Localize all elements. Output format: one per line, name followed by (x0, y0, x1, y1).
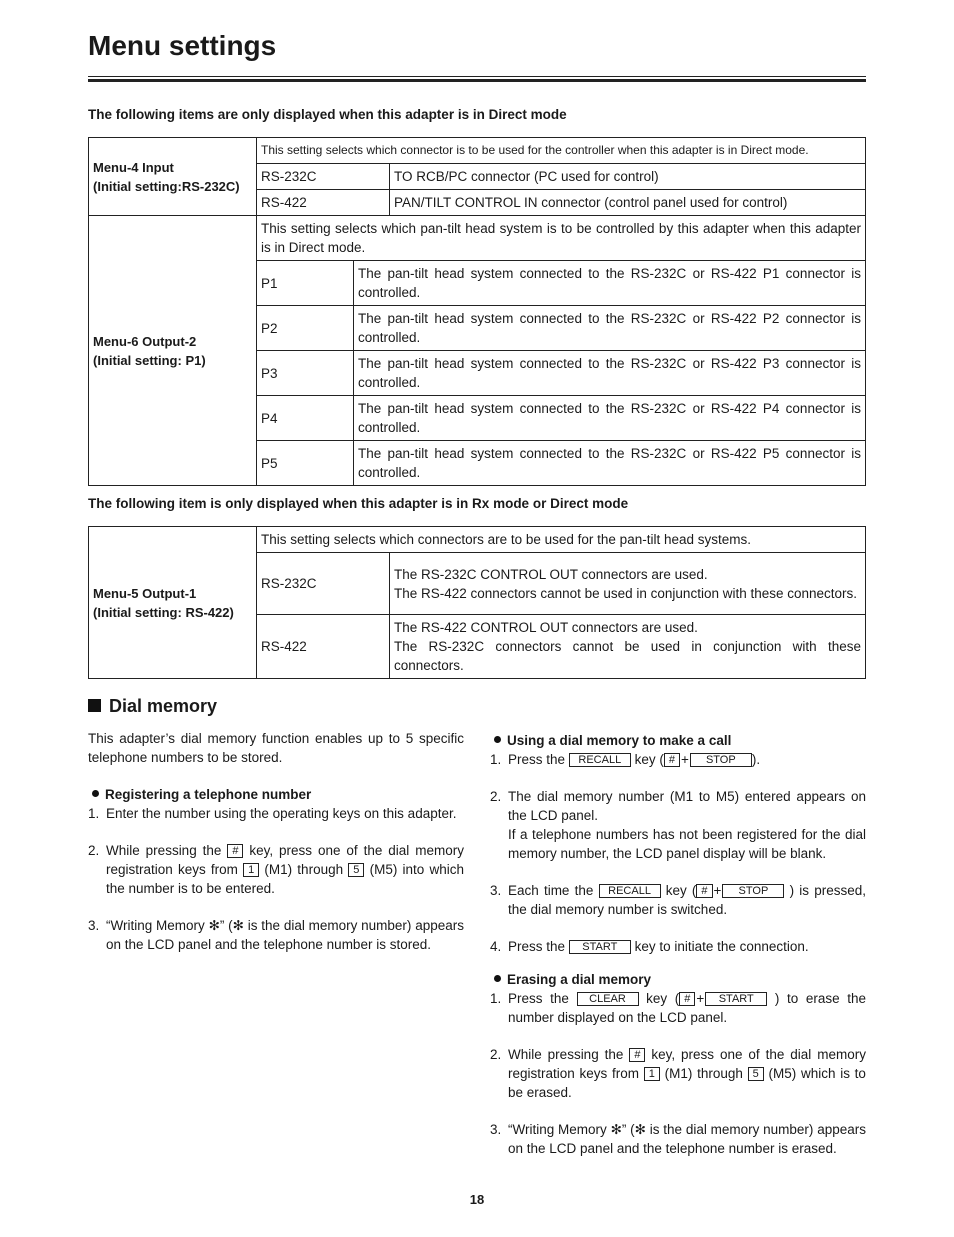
menu4-option-desc: TO RCB/PC connector (PC used for control) (390, 164, 866, 190)
hash-key: # (664, 753, 680, 767)
title-rule-thick (88, 79, 866, 82)
menu5-description: This setting selects which connectors are to be used for the pan-tilt head systems. (257, 527, 866, 553)
stop-key: STOP (722, 884, 784, 898)
list-item: 1. Press the RECALL key ( # + STOP ). (490, 752, 761, 767)
register-heading: Registering a telephone number (88, 785, 464, 804)
menu4-header: Menu-4 Input (Initial setting:RS-232C) (89, 138, 257, 216)
list-item: 1. Press the CLEAR key ( # + START ) to erase the number displayed on the LCD panel. (490, 991, 866, 1025)
start-key: START (569, 940, 631, 954)
menu6-option: P2 (257, 306, 354, 351)
menu4-option-desc: PAN/TILT CONTROL IN connector (control panel used for control) (390, 190, 866, 216)
list-item: 3. Each time the RECALL key ( # + STOP ) is pressed, the dial memory number is switched. (490, 883, 866, 917)
left-column (88, 729, 464, 954)
rx-mode-note: The following item is only displayed when this adapter is in Rx mode or Direct mode (88, 496, 629, 511)
menu5-option: RS-232C (257, 553, 390, 615)
title-rule-thin (88, 76, 866, 77)
asterisk-icon: ✻ (208, 918, 220, 933)
menu5-option: RS-422 (257, 615, 390, 679)
direct-mode-table-menu6 (88, 215, 866, 486)
erase-steps (490, 989, 866, 1158)
menu4-description: This setting selects which connector is to be used for the controller when this adapter is in Direct mode. (257, 138, 866, 164)
hash-key: # (629, 1048, 645, 1062)
menu6-option-desc: The pan-tilt head system connected to the RS-232C or RS-422 P2 connector is controlled. (354, 306, 866, 351)
asterisk-icon: ✻ (610, 1122, 622, 1137)
page-title: Menu settings (88, 30, 277, 61)
menu6-description: This setting selects which pan-tilt head system is to be controlled by this adapter when this adapter is in Direct mode. (257, 216, 866, 261)
key-5: 5 (748, 1067, 764, 1081)
recall-key: RECALL (569, 753, 631, 767)
direct-mode-note: The following items are only displayed when this adapter is in Direct mode (88, 107, 567, 122)
dial-intro: This adapter’s dial memory function enables up to 5 specific telephone numbers to be stored. (88, 731, 464, 765)
list-item: 2. While pressing the # key, press one of the dial memory registration keys from 1 (M1) through 5 (M5) which is to be erased. (490, 1047, 866, 1100)
key-1: 1 (644, 1067, 660, 1081)
square-bullet-icon (88, 699, 101, 712)
list-item: 1. Enter the number using the operating keys on this adapter. (88, 806, 457, 821)
hash-key: # (679, 992, 695, 1006)
menu5-option-desc: The RS-232C CONTROL OUT connectors are used. The RS-422 connectors cannot be used in conjunction with these connectors. (390, 553, 866, 615)
dial-memory-heading: Dial memory (88, 696, 217, 717)
menu4-option: RS-232C (257, 164, 390, 190)
key-1: 1 (243, 863, 259, 877)
recall-key: RECALL (599, 884, 661, 898)
menu6-option-desc: The pan-tilt head system connected to the RS-232C or RS-422 P5 connector is controlled. (354, 441, 866, 486)
asterisk-icon: ✻ (232, 918, 244, 933)
direct-mode-table (88, 137, 866, 216)
rx-mode-table (88, 526, 866, 679)
call-steps (490, 750, 866, 956)
menu5-header: Menu-5 Output-1 (Initial setting: RS-422) (89, 527, 257, 679)
list-item: 3. “Writing Memory ✻” (✻ is the dial memory number) appears on the LCD panel and the telephone number is erased. (490, 1122, 866, 1156)
list-item: 2. The dial memory number (M1 to M5) entered appears on the LCD panel. If a telephone numbers has not been registered for the dial memory number, the LCD panel display will be blank. (490, 789, 866, 861)
page-number: 18 (469, 1192, 485, 1207)
menu4-option: RS-422 (257, 190, 390, 216)
stop-key: STOP (690, 753, 752, 767)
list-item: 2. While pressing the # key, press one of the dial memory registration keys from 1 (M1) through 5 (M5) into which the number is to be entered. (88, 843, 464, 896)
menu6-option-desc: The pan-tilt head system connected to the RS-232C or RS-422 P1 connector is controlled. (354, 261, 866, 306)
menu5-option-desc: The RS-422 CONTROL OUT connectors are used. The RS-232C connectors cannot be used in conjunction with these connectors. (390, 615, 866, 679)
menu6-option: P4 (257, 396, 354, 441)
list-item: 3. “Writing Memory ✻” (✻ is the dial memory number) appears on the LCD panel and the telephone number is stored. (88, 918, 464, 952)
key-5: 5 (348, 863, 364, 877)
start-key: START (705, 992, 767, 1006)
menu6-option: P3 (257, 351, 354, 396)
erase-heading: Erasing a dial memory (490, 970, 866, 989)
menu6-option-desc: The pan-tilt head system connected to the RS-232C or RS-422 P4 connector is controlled. (354, 396, 866, 441)
menu6-option: P5 (257, 441, 354, 486)
list-item: 4. Press the START key to initiate the connection. (490, 939, 809, 954)
hash-key: # (227, 844, 243, 858)
asterisk-icon: ✻ (634, 1122, 646, 1137)
clear-key: CLEAR (577, 992, 639, 1006)
call-heading: Using a dial memory to make a call (490, 731, 866, 750)
right-column (490, 731, 866, 1158)
hash-key: # (696, 884, 712, 898)
menu6-option-desc: The pan-tilt head system connected to the RS-232C or RS-422 P3 connector is controlled. (354, 351, 866, 396)
menu6-header: Menu-6 Output-2 (Initial setting: P1) (89, 216, 257, 486)
register-steps (88, 804, 464, 954)
menu6-option: P1 (257, 261, 354, 306)
